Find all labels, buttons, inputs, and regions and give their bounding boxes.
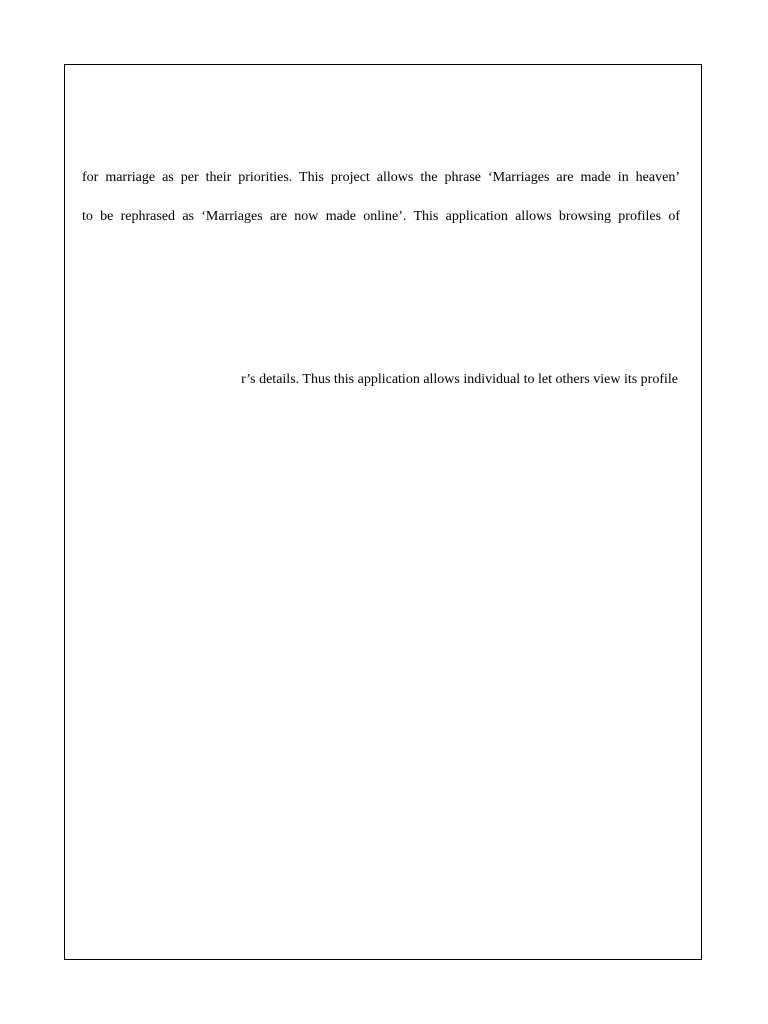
paragraph-line-1: for marriage as per their priorities. This project allows the phrase ‘Marriages are made in heaven’ bbox=[82, 170, 680, 185]
page-border bbox=[64, 64, 702, 960]
paragraph-line-2: to be rephrased as ‘Marriages are now made online’. This application allows browsing profiles of bbox=[82, 209, 680, 224]
paragraph-line-3: r’s details. Thus this application allows individual to let others view its profile bbox=[241, 372, 678, 387]
